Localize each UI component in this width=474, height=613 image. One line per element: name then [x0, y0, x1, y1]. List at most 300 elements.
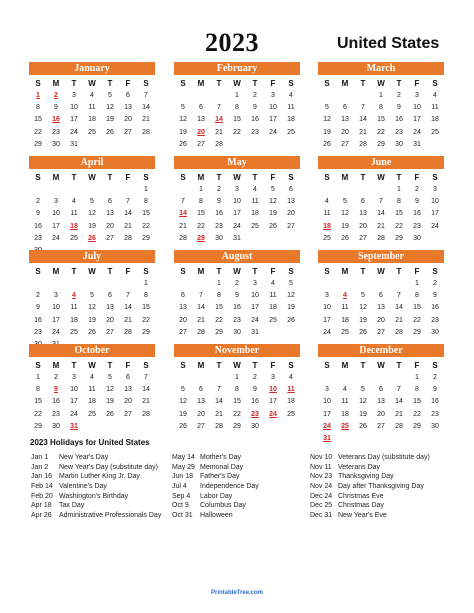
- empty-day: [101, 184, 119, 196]
- day-cell: 22: [377, 128, 385, 136]
- day-cell: 3: [271, 92, 275, 99]
- holiday-row: [310, 482, 430, 492]
- day-cell: 27: [124, 128, 132, 136]
- weekday-label: T: [71, 79, 77, 88]
- day-cell: 31: [413, 140, 421, 148]
- day-cell: 11: [431, 104, 439, 112]
- holiday-row: [31, 482, 161, 492]
- day-cell: 11: [269, 292, 277, 300]
- holiday-date: Jan 1: [31, 454, 49, 461]
- holiday-day: 14: [179, 210, 187, 218]
- day-cell: 13: [124, 104, 132, 112]
- day-cell: 16: [34, 222, 42, 230]
- day-cell: 24: [233, 222, 241, 230]
- day-cell: 6: [379, 386, 383, 394]
- day-cell: 18: [269, 304, 277, 312]
- holiday-day: 29: [197, 234, 205, 242]
- day-cell: 30: [215, 234, 223, 242]
- holiday-date: Oct 31: [172, 512, 193, 520]
- holiday-name: New Year's Day: [59, 454, 109, 461]
- day-cell: 14: [377, 210, 385, 218]
- day-cell: 8: [36, 386, 40, 394]
- holiday-row: [310, 501, 430, 511]
- holiday-name: Christmas Day: [338, 502, 384, 510]
- month-header: March: [318, 62, 444, 75]
- weekday-label: S: [143, 361, 149, 370]
- month-days-grid: [174, 172, 300, 245]
- month-10: [174, 344, 300, 433]
- weekday-label: S: [324, 173, 330, 182]
- day-cell: 15: [215, 304, 223, 312]
- day-cell: 22: [413, 410, 421, 418]
- day-cell: 3: [253, 280, 257, 287]
- day-cell: 15: [233, 116, 241, 124]
- day-cell: 10: [413, 104, 421, 112]
- day-cell: 8: [415, 292, 419, 300]
- day-cell: 2: [415, 186, 419, 193]
- month-0: [29, 62, 155, 151]
- weekday-label: T: [396, 267, 402, 276]
- day-cell: 1: [379, 92, 383, 99]
- day-cell: 23: [431, 410, 439, 418]
- empty-day: [29, 278, 47, 290]
- day-cell: 9: [235, 292, 239, 300]
- day-cell: 21: [197, 316, 205, 324]
- day-cell: 5: [361, 292, 365, 300]
- day-cell: 22: [233, 128, 241, 136]
- day-cell: 19: [287, 304, 295, 312]
- weekday-label: S: [143, 267, 149, 276]
- day-cell: 18: [287, 116, 295, 124]
- day-cell: 15: [413, 398, 421, 406]
- day-cell: 26: [341, 234, 349, 242]
- weekday-label: S: [432, 361, 438, 370]
- day-cell: 2: [253, 374, 257, 381]
- weekday-label: M: [341, 267, 349, 276]
- holiday-date: Dec 24: [310, 492, 333, 500]
- empty-day: [354, 90, 372, 102]
- day-cell: 9: [253, 104, 257, 112]
- holiday-date: Sep 4: [172, 492, 191, 500]
- day-cell: 22: [197, 222, 205, 230]
- weekday-label: S: [288, 361, 294, 370]
- weekday-label: W: [233, 173, 241, 182]
- holiday-row: [310, 472, 430, 482]
- empty-day: [210, 372, 228, 384]
- weekday-label: S: [324, 267, 330, 276]
- month-3: [29, 156, 155, 257]
- empty-day: [390, 372, 408, 384]
- day-cell: 8: [235, 104, 239, 112]
- day-cell: 24: [431, 222, 439, 230]
- day-cell: 3: [72, 92, 76, 99]
- day-cell: 7: [379, 198, 383, 206]
- weekday-label: T: [396, 361, 402, 370]
- holiday-row: [31, 472, 161, 482]
- empty-day: [83, 278, 101, 290]
- holiday-name: Halloween: [200, 512, 233, 520]
- holiday-row: [31, 453, 161, 463]
- weekday-label: W: [233, 267, 241, 276]
- weekday-label: F: [270, 267, 276, 276]
- weekday-label: T: [360, 267, 366, 276]
- holiday-name: New Year's Eve: [338, 512, 387, 520]
- empty-day: [372, 372, 390, 384]
- month-8: [318, 250, 444, 339]
- day-cell: 23: [215, 222, 223, 230]
- empty-day: [174, 184, 192, 196]
- day-cell: 12: [88, 210, 96, 218]
- weekday-label: S: [180, 79, 186, 88]
- weekday-label: F: [270, 361, 276, 370]
- day-cell: 8: [144, 198, 148, 206]
- empty-day: [65, 184, 83, 196]
- day-cell: 6: [199, 386, 203, 394]
- holiday-name: Martin Luther King Jr. Day: [59, 473, 140, 481]
- empty-day: [47, 278, 65, 290]
- day-cell: 16: [52, 398, 60, 406]
- holiday-row: [31, 492, 161, 502]
- day-cell: 26: [88, 328, 96, 336]
- month-days-grid: [174, 266, 300, 339]
- day-cell: 22: [395, 222, 403, 230]
- day-cell: 23: [52, 410, 60, 418]
- day-cell: 8: [144, 292, 148, 300]
- day-cell: 27: [359, 234, 367, 242]
- holiday-date: Jun 18: [172, 473, 194, 481]
- day-cell: 13: [106, 210, 114, 218]
- day-cell: 25: [70, 234, 78, 242]
- day-cell: 27: [197, 140, 205, 148]
- day-cell: 18: [88, 398, 96, 406]
- holiday-name: Father's Day: [200, 473, 240, 481]
- day-cell: 21: [124, 222, 132, 230]
- day-cell: 6: [181, 292, 185, 300]
- day-cell: 5: [271, 186, 275, 193]
- day-cell: 11: [88, 386, 96, 394]
- day-cell: 2: [433, 280, 437, 287]
- day-cell: 4: [325, 198, 329, 206]
- weekday-label: M: [52, 361, 60, 370]
- day-cell: 2: [36, 198, 40, 206]
- holiday-day: 23: [251, 410, 259, 418]
- day-cell: 8: [379, 104, 383, 112]
- day-cell: 4: [253, 186, 257, 193]
- day-cell: 3: [325, 386, 329, 394]
- weekday-label: F: [125, 361, 131, 370]
- weekday-label: T: [107, 173, 113, 182]
- day-cell: 4: [433, 92, 437, 99]
- weekday-label: T: [216, 173, 222, 182]
- weekday-label: S: [143, 79, 149, 88]
- month-days-grid: [29, 266, 155, 351]
- month-5: [318, 156, 444, 245]
- day-cell: 9: [433, 386, 437, 394]
- month-11: [318, 344, 444, 445]
- empty-day: [83, 184, 101, 196]
- month-header: June: [318, 156, 444, 169]
- holiday-day: 18: [323, 222, 331, 230]
- day-cell: 16: [233, 304, 241, 312]
- holiday-day: 25: [341, 422, 349, 430]
- day-cell: 1: [235, 92, 239, 99]
- day-cell: 7: [181, 198, 185, 206]
- holiday-day: 20: [197, 128, 205, 136]
- holiday-row: [172, 453, 259, 463]
- day-cell: 19: [88, 316, 96, 324]
- weekday-label: T: [252, 267, 258, 276]
- day-cell: 23: [233, 316, 241, 324]
- day-cell: 3: [54, 292, 58, 300]
- empty-day: [318, 184, 336, 196]
- day-cell: 1: [415, 280, 419, 287]
- holidays-column: [172, 453, 259, 521]
- weekday-label: W: [377, 173, 385, 182]
- day-cell: 5: [181, 104, 185, 112]
- day-cell: 27: [124, 410, 132, 418]
- day-cell: 10: [233, 198, 241, 206]
- day-cell: 23: [52, 128, 60, 136]
- day-cell: 19: [269, 210, 277, 218]
- day-cell: 11: [88, 104, 96, 112]
- holiday-name: Veterans Day (substitute day): [338, 454, 430, 461]
- day-cell: 29: [233, 422, 241, 430]
- day-cell: 29: [34, 422, 42, 430]
- day-cell: 12: [287, 292, 295, 300]
- holiday-date: Dec 31: [310, 512, 333, 520]
- day-cell: 13: [106, 304, 114, 312]
- holiday-name: Valentine's Day: [59, 483, 107, 491]
- day-cell: 6: [343, 104, 347, 112]
- day-cell: 7: [361, 104, 365, 112]
- day-cell: 10: [323, 304, 331, 312]
- day-cell: 2: [36, 292, 40, 300]
- weekday-label: M: [341, 361, 349, 370]
- weekday-label: T: [252, 361, 258, 370]
- day-cell: 8: [397, 198, 401, 206]
- month-days-grid: [29, 78, 155, 151]
- day-cell: 1: [415, 374, 419, 381]
- day-cell: 17: [323, 316, 331, 324]
- weekday-label: S: [35, 173, 41, 182]
- day-cell: 27: [341, 140, 349, 148]
- day-cell: 21: [215, 410, 223, 418]
- day-cell: 1: [199, 186, 203, 193]
- day-cell: 4: [271, 280, 275, 287]
- day-cell: 15: [233, 398, 241, 406]
- day-cell: 29: [377, 140, 385, 148]
- holiday-row: [310, 492, 430, 502]
- day-cell: 21: [124, 316, 132, 324]
- holiday-name: Christmas Eve: [338, 492, 384, 500]
- holiday-row: [310, 511, 430, 521]
- day-cell: 15: [142, 210, 150, 218]
- day-cell: 22: [142, 222, 150, 230]
- day-cell: 17: [251, 304, 259, 312]
- day-cell: 1: [36, 374, 40, 381]
- day-cell: 28: [124, 234, 132, 242]
- empty-day: [336, 372, 354, 384]
- holiday-date: Nov 24: [310, 483, 333, 491]
- day-cell: 2: [235, 280, 239, 287]
- holiday-date: Jan 2: [31, 463, 49, 471]
- day-cell: 10: [251, 292, 259, 300]
- day-cell: 19: [106, 398, 114, 406]
- weekday-label: T: [360, 79, 366, 88]
- day-cell: 26: [179, 422, 187, 430]
- day-cell: 3: [54, 198, 58, 206]
- holiday-day: 4: [343, 292, 347, 300]
- empty-day: [119, 278, 137, 290]
- empty-day: [174, 90, 192, 102]
- day-cell: 27: [106, 234, 114, 242]
- day-cell: 16: [251, 116, 259, 124]
- day-cell: 17: [269, 116, 277, 124]
- weekday-label: W: [377, 267, 385, 276]
- day-cell: 26: [359, 422, 367, 430]
- holiday-day: 4: [72, 292, 76, 300]
- day-cell: 16: [251, 398, 259, 406]
- empty-day: [354, 372, 372, 384]
- month-2: [318, 62, 444, 151]
- empty-day: [192, 278, 210, 290]
- weekday-label: S: [180, 361, 186, 370]
- day-cell: 3: [415, 92, 419, 99]
- day-cell: 22: [233, 410, 241, 418]
- day-cell: 21: [395, 410, 403, 418]
- month-days-grid: [174, 78, 300, 151]
- day-cell: 27: [106, 328, 114, 336]
- weekday-label: T: [252, 79, 258, 88]
- page-title: 2023: [205, 28, 259, 57]
- day-cell: 12: [323, 116, 331, 124]
- day-cell: 7: [199, 292, 203, 300]
- day-cell: 11: [341, 398, 349, 406]
- day-cell: 9: [36, 210, 40, 218]
- day-cell: 25: [431, 128, 439, 136]
- day-cell: 7: [144, 92, 148, 99]
- day-cell: 5: [289, 280, 293, 287]
- day-cell: 20: [287, 210, 295, 218]
- weekday-label: M: [197, 267, 205, 276]
- day-cell: 31: [251, 328, 259, 336]
- weekday-label: W: [233, 361, 241, 370]
- day-cell: 28: [215, 140, 223, 148]
- day-cell: 16: [34, 316, 42, 324]
- day-cell: 17: [52, 222, 60, 230]
- day-cell: 7: [397, 386, 401, 394]
- day-cell: 4: [343, 386, 347, 394]
- holiday-date: May 14: [172, 454, 195, 461]
- holiday-date: Jul 4: [172, 483, 187, 491]
- day-cell: 10: [52, 304, 60, 312]
- holiday-date: Nov 10: [310, 454, 333, 461]
- day-cell: 6: [108, 198, 112, 206]
- day-cell: 24: [70, 410, 78, 418]
- holiday-day: 18: [70, 222, 78, 230]
- day-cell: 21: [359, 128, 367, 136]
- empty-day: [174, 372, 192, 384]
- holiday-day: 24: [323, 422, 331, 430]
- day-cell: 30: [431, 422, 439, 430]
- holiday-row: [172, 501, 259, 511]
- day-cell: 28: [197, 328, 205, 336]
- weekday-label: M: [52, 267, 60, 276]
- day-cell: 13: [341, 116, 349, 124]
- weekday-label: F: [414, 79, 420, 88]
- day-cell: 12: [359, 398, 367, 406]
- day-cell: 14: [395, 304, 403, 312]
- day-cell: 7: [397, 292, 401, 300]
- day-cell: 28: [142, 410, 150, 418]
- day-cell: 27: [197, 422, 205, 430]
- day-cell: 15: [377, 116, 385, 124]
- day-cell: 28: [215, 422, 223, 430]
- empty-day: [372, 184, 390, 196]
- day-cell: 9: [415, 198, 419, 206]
- day-cell: 3: [72, 374, 76, 381]
- holiday-day: 9: [54, 386, 58, 394]
- day-cell: 22: [413, 316, 421, 324]
- day-cell: 17: [70, 398, 78, 406]
- day-cell: 2: [253, 92, 257, 99]
- day-cell: 9: [253, 386, 257, 394]
- day-cell: 24: [52, 328, 60, 336]
- day-cell: 20: [377, 316, 385, 324]
- day-cell: 8: [36, 104, 40, 112]
- empty-day: [354, 278, 372, 290]
- footer-link[interactable]: PrintableTree.com: [210, 590, 264, 596]
- day-cell: 20: [106, 222, 114, 230]
- day-cell: 30: [431, 328, 439, 336]
- day-cell: 6: [126, 92, 130, 99]
- day-cell: 2: [54, 374, 58, 381]
- month-6: [29, 250, 155, 351]
- day-cell: 7: [217, 104, 221, 112]
- empty-day: [119, 184, 137, 196]
- month-1: [174, 62, 300, 151]
- day-cell: 11: [70, 210, 78, 218]
- holiday-row: [310, 453, 430, 463]
- day-cell: 12: [106, 386, 114, 394]
- holiday-day: 26: [88, 234, 96, 242]
- holiday-name: Mother's Day: [200, 454, 242, 461]
- weekday-label: M: [197, 173, 205, 182]
- day-cell: 16: [413, 210, 421, 218]
- month-4: [174, 156, 300, 245]
- day-cell: 14: [142, 386, 150, 394]
- day-cell: 21: [377, 222, 385, 230]
- day-cell: 13: [377, 304, 385, 312]
- day-cell: 1: [144, 186, 148, 193]
- day-cell: 26: [323, 140, 331, 148]
- day-cell: 5: [90, 198, 94, 206]
- day-cell: 20: [341, 128, 349, 136]
- day-cell: 31: [233, 234, 241, 242]
- day-cell: 21: [215, 128, 223, 136]
- holiday-day: 14: [215, 116, 223, 124]
- day-cell: 25: [287, 128, 295, 136]
- day-cell: 25: [323, 234, 331, 242]
- day-cell: 25: [341, 328, 349, 336]
- day-cell: 8: [217, 292, 221, 300]
- empty-day: [65, 278, 83, 290]
- day-cell: 5: [108, 92, 112, 99]
- holiday-name: Administrative Professionals Day: [59, 512, 162, 520]
- holiday-date: Oct 9: [172, 502, 189, 510]
- day-cell: 6: [199, 104, 203, 112]
- weekday-label: F: [414, 361, 420, 370]
